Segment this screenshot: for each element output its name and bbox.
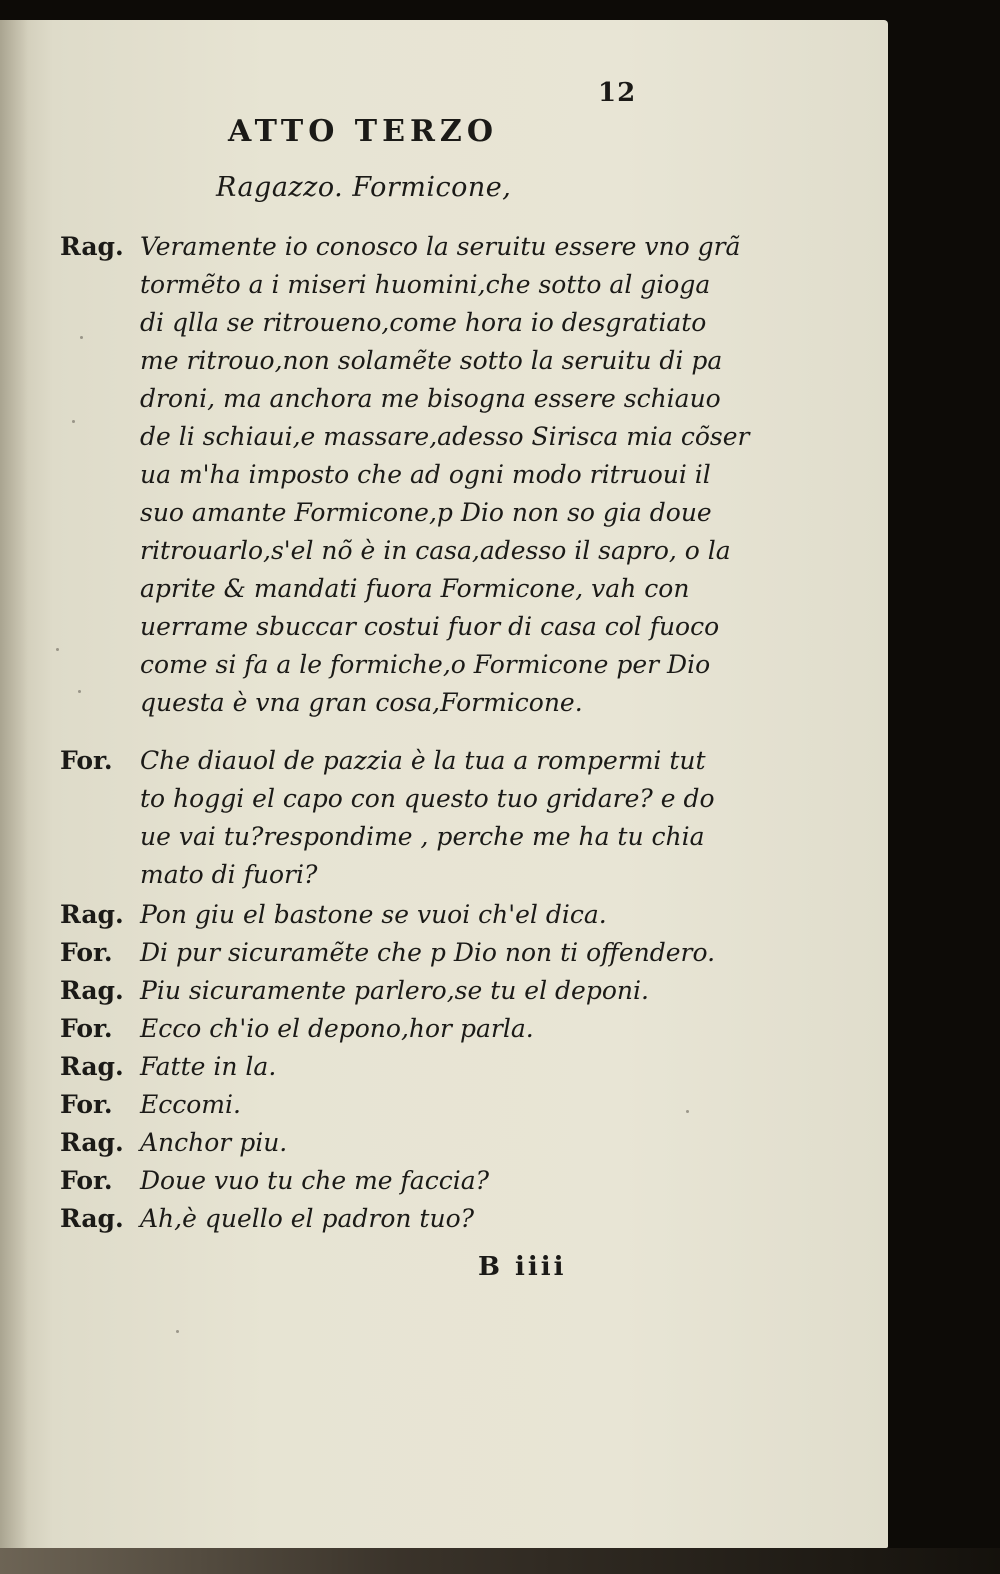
speech-line: Ecco ch'io el depono,hor parla. [140, 1014, 534, 1043]
speech-line: Piu sicuramente parlero,se tu el deponi. [140, 976, 649, 1005]
speech-line: Pon giu el bastone se vuoi ch'el dica. [140, 900, 607, 929]
speech-line: ritrouarlo,s'el nõ è in casa,adesso il sapro, o la [140, 536, 731, 565]
speech-line: tormẽto a i miseri huomini,che sotto al gioga [140, 270, 711, 299]
ink-speck [176, 1330, 179, 1333]
ink-speck [72, 420, 75, 423]
speech-line: de li schiaui,e massare,adesso Sirisca mia cõser [140, 422, 750, 451]
speech-line: Che diauol de pazzia è la tua a rompermi tut [140, 746, 706, 775]
speech-line: Fatte in la. [140, 1052, 277, 1081]
speech-line: questa è vna gran cosa,Formicone. [140, 688, 583, 717]
speech-line: droni, ma anchora me bisogna essere schiauo [140, 384, 721, 413]
speaker-label: For. [60, 1014, 113, 1043]
speech-line: ua m'ha imposto che ad ogni modo ritruoui il [140, 460, 711, 489]
speaker-label: For. [60, 938, 113, 967]
speaker-label: Rag. [60, 1128, 124, 1157]
speech-line: mato di fuori? [140, 860, 318, 889]
speaker-label: For. [60, 1166, 113, 1195]
speech-line: me ritrouo,non solamẽte sotto la seruitu di pa [140, 346, 723, 375]
speaker-label: For. [60, 746, 113, 775]
speech-line: to hoggi el capo con questo tuo gridare? e do [140, 784, 715, 813]
speech-line: uerrame sbuccar costui fuor di casa col fuoco [140, 612, 720, 641]
ink-speck [56, 648, 59, 651]
speech-line: come si fa a le formiche,o Formicone per Dio [140, 650, 711, 679]
speech-line: di qlla se ritroueno,come hora io desgratiato [140, 308, 707, 337]
ink-speck [78, 690, 81, 693]
speaker-label: Rag. [60, 1052, 124, 1081]
speech-line: Di pur sicuramẽte che p Dio non ti offendero. [140, 938, 716, 967]
speaker-label: Rag. [60, 976, 124, 1005]
speech-line: Eccomi. [140, 1090, 241, 1119]
page-number: 12 [598, 78, 637, 108]
scene-characters: Ragazzo. Formicone, [216, 172, 512, 203]
act-title: ATTO TERZO [228, 114, 498, 149]
gathering-signature: B iiii [478, 1252, 567, 1282]
speech-line: Doue vuo tu che me faccia? [140, 1166, 490, 1195]
speaker-label: For. [60, 1090, 113, 1119]
speaker-label: Rag. [60, 900, 124, 929]
speech-line: ue vai tu?respondime , perche me ha tu chia [140, 822, 705, 851]
speaker-label: Rag. [60, 1204, 124, 1233]
speech-line: Anchor piu. [140, 1128, 288, 1157]
ink-speck [686, 1110, 689, 1113]
speech-line: suo amante Formicone,p Dio non so gia doue [140, 498, 712, 527]
page-gutter-shadow [0, 20, 28, 1548]
ink-speck [80, 336, 83, 339]
speaker-label: Rag. [60, 232, 124, 261]
speech-line: aprite & mandati fuora Formicone, vah con [140, 574, 690, 603]
page-bottom-edge [0, 1548, 1000, 1574]
speech-line: Veramente io conosco la seruitu essere vno grã [140, 232, 741, 261]
speech-line: Ah,è quello el padron tuo? [140, 1204, 475, 1233]
